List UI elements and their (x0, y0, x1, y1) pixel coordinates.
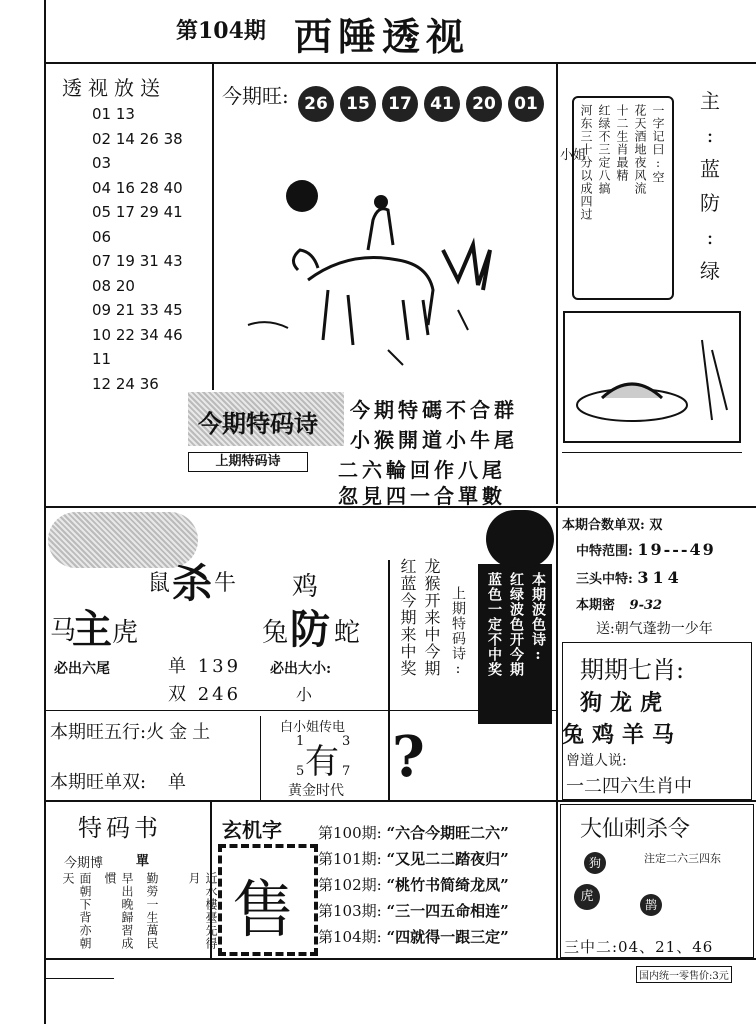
scroll-poem-line: 一字记曰:空 (651, 104, 665, 184)
scroll-poem-line: 河东三十分以成四过 (579, 104, 593, 221)
daxian-result: 三中二:04、21、46 (564, 938, 714, 956)
dan-label: 单 (168, 656, 189, 677)
xiaojie-char: 有 (305, 742, 339, 782)
mi-value: 9-32 (629, 598, 663, 613)
list-item: 03 (92, 154, 112, 172)
vertical-poem-side: 上期特码诗: (450, 586, 466, 678)
plate-illustration (562, 310, 742, 444)
qixiao-line: 狗龙虎 (580, 690, 671, 716)
mi-row (576, 594, 662, 613)
xuanji-text: “又见二二踏夜归” (386, 850, 509, 868)
xuanji-period: 第103期: (318, 902, 382, 920)
santou-value: 314 (637, 568, 683, 587)
xuanji-text: “六合今期旺二六” (386, 824, 509, 842)
daxian-note: 注定二六三四东 (644, 852, 721, 865)
wuxing-label: 本期旺五行: (50, 722, 147, 743)
issue-number: 第104期 (176, 18, 266, 44)
qixiao-title: 期期七肖: (580, 656, 685, 684)
lucky-number-ball: 26 (298, 86, 334, 122)
xuanji-period: 第101期: (318, 850, 382, 868)
shuang-label: 双 (168, 684, 189, 705)
list-item: 09 21 33 45 (92, 301, 183, 319)
daoren-label: 曾道人说: (566, 753, 627, 769)
temashu-title: 特码书 (78, 814, 162, 842)
lucky-number-ball: 17 (382, 86, 418, 122)
question-mark-icon: ? (392, 724, 425, 790)
daoren-text: 一二四六生肖中 (566, 776, 692, 797)
special-poem-label-box (188, 392, 344, 446)
poem-line: 二六輪回作八尾 (338, 458, 506, 482)
temashu-sub-value: 單 (136, 854, 150, 869)
lucky-number-ball: 15 (340, 86, 376, 122)
xiaojie-num: 1 (296, 734, 305, 749)
xuanji-row (318, 846, 509, 872)
fanwei-value: 19---49 (637, 540, 716, 559)
zhu-column (692, 84, 728, 288)
zhu-char: : (706, 123, 714, 147)
temashu-col: 勤勞一生萬民 (145, 872, 159, 950)
mi-label: 本期密 (576, 598, 616, 613)
zodiac-char: 鸡 (292, 572, 319, 602)
poem-line: 小猴開道小牛尾 (350, 428, 518, 452)
zodiac-char: 牛 (214, 571, 237, 596)
xiaojie-num: 5 (296, 764, 305, 779)
bichu-size-value: 小 (296, 685, 313, 704)
xuanji-period: 第100期: (318, 824, 382, 842)
dan-values: 139 (197, 656, 242, 677)
tiger-tag-icon: 虎 (574, 884, 600, 910)
zodiac-char: 兔 (262, 618, 289, 648)
buffalo-rider-illustration (228, 150, 498, 380)
scroll-poem-line: 十二生肖最精 (615, 104, 629, 182)
boshe-col: 红绿波色开今期 (508, 572, 524, 677)
heshu-line: 本期合数单双: 双 (562, 518, 663, 533)
xuanji-row (318, 924, 509, 950)
temashu-col: 早出晚歸習成慣 (103, 872, 134, 950)
wuxing-row (50, 718, 215, 744)
list-item: 08 20 (92, 276, 135, 295)
temashu-col: 近水樓臺先得月 (187, 872, 218, 950)
zodiac-char: 蛇 (334, 618, 361, 648)
zhu-char: : (706, 225, 714, 249)
xuanji-row (318, 872, 509, 898)
shuang-values: 246 (197, 684, 242, 705)
xiaojie-label: 白小姐传电 (280, 720, 346, 735)
list-item: 12 24 36 (92, 374, 159, 393)
prev-poem-label: 上期特码诗 (188, 452, 308, 472)
xuanji-text: “三一四五命相连” (386, 902, 509, 920)
xiaojie-footer: 黄金时代 (288, 783, 344, 799)
painting-caption: 小姐 (560, 148, 587, 163)
list-item: 10 22 34 46 (92, 325, 183, 344)
list-item: 06 (92, 227, 112, 246)
scroll-poem-line: 红绿不三定八搞 (597, 104, 611, 195)
xiaojie-num: 3 (342, 734, 351, 749)
zodiac-main-char: 主 (72, 606, 112, 653)
boshe-block (478, 564, 552, 724)
xuanji-row (318, 898, 509, 924)
key-head-shape (486, 510, 554, 568)
list-item: 01 13 (92, 105, 135, 123)
zodiac-kill-char: 杀 (172, 560, 212, 607)
zodiac-char: 鼠 (148, 571, 171, 596)
xuanji-char-box (218, 844, 318, 956)
xuanji-period: 第104期: (318, 928, 382, 946)
zhu-char: 主 (700, 89, 720, 113)
boshe-col: 本期波色诗: (530, 572, 546, 664)
daxian-title: 大仙刺杀令 (580, 817, 691, 842)
xuanji-text: “桃竹书简绮龙凤” (386, 876, 509, 894)
bird-tag-icon: 鹊 (640, 894, 662, 916)
vertical-poem-col: 龙猴开来中今期 (422, 558, 441, 677)
danshuang-label: 本期旺单双: (50, 772, 147, 793)
dan-row (168, 652, 241, 678)
page-title: 西陲透视 (294, 15, 471, 59)
boshe-col: 蓝色一定不中奖 (486, 572, 502, 677)
list-item: 05 17 29 41 (92, 203, 183, 221)
list-item: 07 19 31 43 (92, 252, 183, 270)
zodiac-defend-char: 防 (290, 606, 330, 653)
scroll-poem-line: 花天酒地夜风流 (633, 104, 647, 195)
xuanji-row (318, 820, 509, 846)
xuanji-period: 第102期: (318, 876, 382, 894)
xuanji-text: “四就得一跟三定” (386, 928, 509, 946)
shuang-row (168, 680, 241, 706)
zodiac-char: 马 (50, 616, 77, 646)
number-list (92, 102, 202, 396)
xuanji-title: 玄机字 (222, 818, 282, 842)
jinqi-label: 今期旺: (222, 84, 289, 108)
vertical-poem-col: 红蓝今期来中奖 (398, 558, 417, 677)
temashu-col: 面朝下背亦朝天 (61, 872, 92, 950)
lucky-number-ball: 20 (466, 86, 502, 122)
zodiac-char: 虎 (112, 618, 139, 648)
dog-tag-icon: 狗 (584, 852, 606, 874)
xiaoshi-title: 透视放送 (62, 76, 166, 100)
special-poem-label: 今期特码诗 (198, 409, 318, 438)
faded-stamp (562, 452, 742, 501)
lucky-number-ball: 01 (508, 86, 544, 122)
zhu-char: 绿 (700, 259, 720, 283)
santou-label: 三头中特: (576, 572, 633, 587)
santou-row (576, 568, 683, 587)
lucky-number-ball: 41 (424, 86, 460, 122)
danshuang-value: 单 (167, 772, 186, 793)
xiaojie-num: 7 (342, 764, 351, 779)
zhu-char: 蓝 (700, 157, 720, 181)
bichu-size-label: 必出大小: (270, 661, 332, 677)
fanwei-row (576, 540, 716, 559)
zhu-char: 防 (700, 191, 720, 215)
danshuang-row (50, 768, 186, 794)
poem-line: 忽見四一合單數 (338, 484, 506, 508)
xuanji-char: 售 (232, 873, 295, 946)
wuxing-value: 火金土 (146, 722, 216, 743)
list-item: 04 16 28 40 (92, 178, 183, 197)
temashu-sub-label: 今期博 (64, 856, 104, 871)
footer-price-note: 国内统一零售价:3元 (636, 966, 732, 983)
bichu-wei: 必出六尾 (54, 661, 110, 677)
fanwei-label: 中特范围: (576, 544, 633, 559)
qixiao-line: 兔鸡羊马 (562, 722, 683, 748)
list-item: 02 14 26 38 (92, 129, 183, 148)
list-item: 11 (92, 350, 112, 368)
scroll-illustration (572, 96, 674, 300)
poem-line: 今期特碼不合群 (350, 398, 518, 422)
xuanji-list (318, 820, 509, 950)
song-line: 送:朝气蓬勃一少年 (596, 621, 713, 637)
